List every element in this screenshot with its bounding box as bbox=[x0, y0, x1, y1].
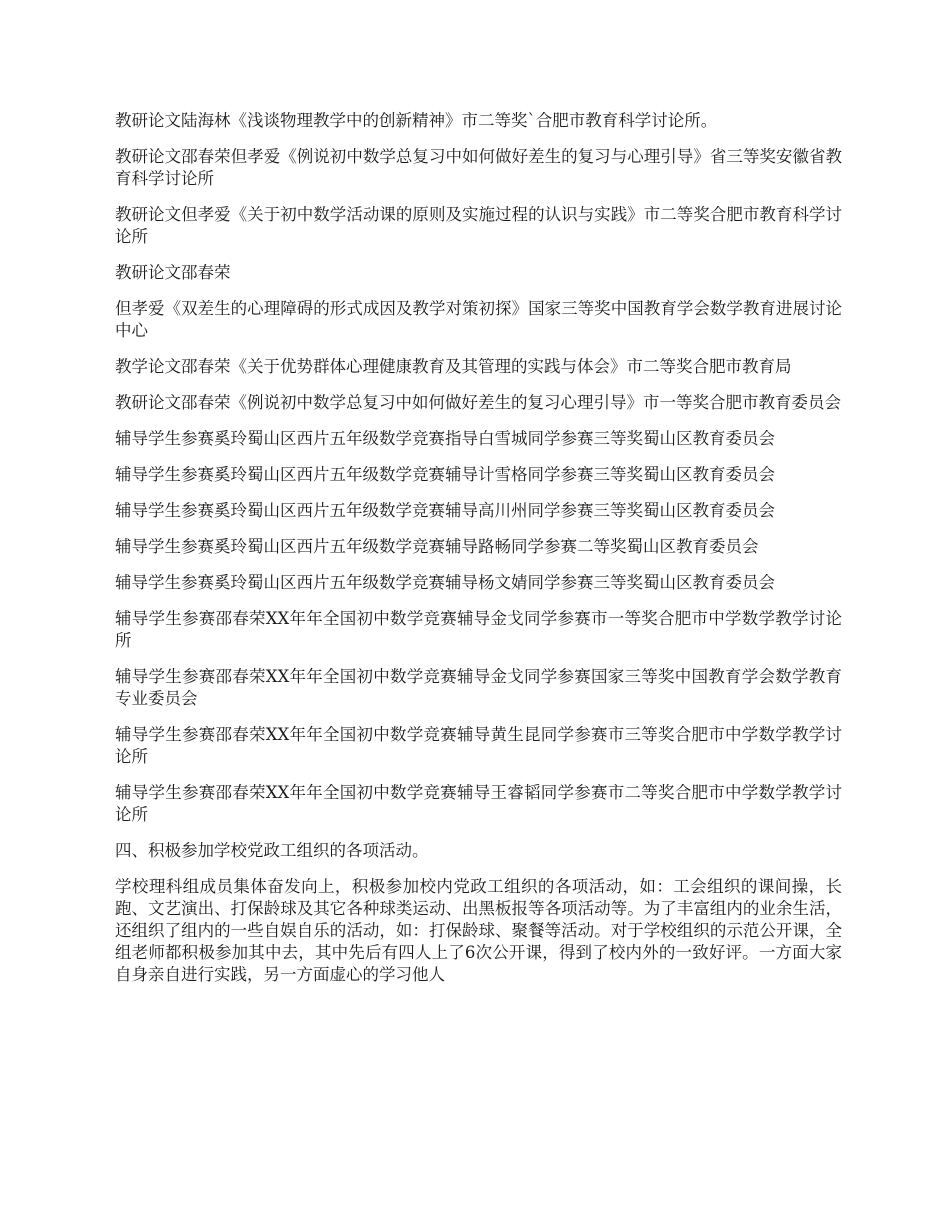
paragraph-award-7: 教研论文邵春荣《例说初中数学总复习中如何做好差生的复习心理引导》市一等奖合肥市教育委员会 bbox=[115, 393, 841, 412]
paragraph-award-5: 但孝爱《双差生的心理障碍的形式成因及教学对策初探》国家三等奖中国教育学会数学教育进展讨论中心 bbox=[115, 299, 842, 340]
paragraph-student-award-6: 辅导学生参赛邵春荣XX年年全国初中数学竞赛辅导金戈同学参赛市一等奖合肥市中学数学教学讨论所 bbox=[115, 609, 842, 650]
paragraph-student-award-8: 辅导学生参赛邵春荣XX年年全国初中数学竞赛辅导黄生昆同学参赛市三等奖合肥市中学数学教学讨论所 bbox=[115, 725, 842, 766]
paragraph-student-award-1: 辅导学生参赛奚玲蜀山区西片五年级数学竞赛指导白雪城同学参赛三等奖蜀山区教育委员会 bbox=[115, 429, 775, 448]
paragraph-student-award-3: 辅导学生参赛奚玲蜀山区西片五年级数学竞赛辅导高川州同学参赛三等奖蜀山区教育委员会 bbox=[115, 501, 775, 520]
section-heading-4: 四、积极参加学校党政工组织的各项活动。 bbox=[115, 841, 429, 860]
paragraph-award-1: 教研论文陆海林《浅谈物理教学中的创新精神》市二等奖`合肥市教育科学讨论所。 bbox=[115, 111, 718, 130]
paragraph-student-award-7: 辅导学生参赛邵春荣XX年年全国初中数学竞赛辅导金戈同学参赛国家三等奖中国教育学会数学教育专业委员会 bbox=[115, 667, 842, 708]
paragraph-award-2: 教研论文邵春荣但孝爱《例说初中数学总复习中如何做好差生的复习与心理引导》省三等奖安徽省教育科学讨论所 bbox=[115, 147, 842, 188]
paragraph-award-3: 教研论文但孝爱《关于初中数学活动课的原则及实施过程的认识与实践》市二等奖合肥市教育科学讨论所 bbox=[115, 205, 842, 246]
paragraph-award-4: 教研论文邵春荣 bbox=[115, 263, 231, 282]
paragraph-student-award-5: 辅导学生参赛奚玲蜀山区西片五年级数学竞赛辅导杨文婧同学参赛三等奖蜀山区教育委员会 bbox=[115, 573, 775, 592]
paragraph-activities: 学校理科组成员集体奋发向上，积极参加校内党政工组织的各项活动，如：工会组织的课间操，长跑、文艺演出、打保龄球及其它各种球类运动、出黑板报等各项活动等。为了丰富组内的业余生活，还组织了组内的一些自娱自乐的活动，如：打保龄球、聚餐等活动。对于学校组织的示范公开课，全组老师都积极参加其中去，其中先后有四人上了6次公开课，得到了校内外的一致好评。一方面大家自身亲自进行实践，另一方面虚心的学习他人 bbox=[115, 877, 842, 984]
document-body bbox=[115, 110, 842, 986]
paragraph-student-award-2: 辅导学生参赛奚玲蜀山区西片五年级数学竞赛辅导计雪格同学参赛三等奖蜀山区教育委员会 bbox=[115, 465, 775, 484]
paragraph-student-award-9: 辅导学生参赛邵春荣XX年年全国初中数学竞赛辅导王睿韬同学参赛市二等奖合肥市中学数学教学讨论所 bbox=[115, 783, 842, 824]
paragraph-award-6: 教学论文邵春荣《关于优势群体心理健康教育及其管理的实践与体会》市二等奖合肥市教育局 bbox=[115, 357, 792, 376]
paragraph-student-award-4: 辅导学生参赛奚玲蜀山区西片五年级数学竞赛辅导路畅同学参赛二等奖蜀山区教育委员会 bbox=[115, 537, 759, 556]
